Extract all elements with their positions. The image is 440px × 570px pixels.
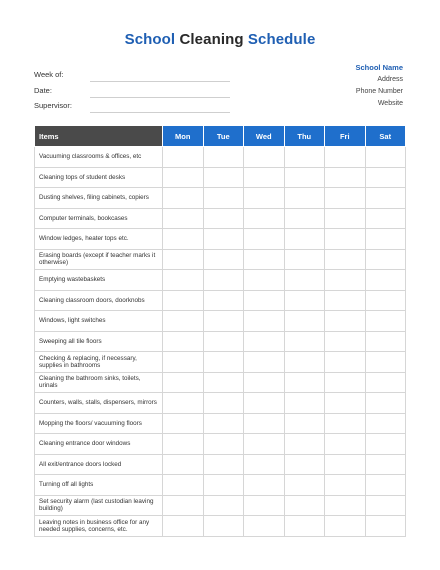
table-row — [35, 475, 406, 496]
day-check-cell[interactable] — [203, 454, 244, 475]
day-check-cell[interactable] — [284, 188, 325, 209]
day-check-cell[interactable] — [325, 516, 366, 537]
day-header-mon: Mon — [163, 126, 204, 147]
date-line — [90, 97, 230, 98]
task-label: Vacuuming classrooms & offices, etc — [35, 147, 163, 168]
day-check-cell[interactable] — [163, 249, 204, 270]
day-check-cell[interactable] — [244, 147, 285, 168]
day-check-cell[interactable] — [163, 147, 204, 168]
table-row — [35, 147, 406, 168]
day-check-cell[interactable] — [163, 454, 204, 475]
day-check-cell[interactable] — [365, 147, 406, 168]
day-check-cell[interactable] — [203, 516, 244, 537]
task-label: Emptying wastebaskets — [35, 270, 163, 291]
day-check-cell[interactable] — [365, 434, 406, 455]
day-check-cell[interactable] — [163, 270, 204, 291]
task-label: Dusting shelves, filing cabinets, copiers — [35, 188, 163, 209]
day-check-cell[interactable] — [203, 270, 244, 291]
day-check-cell[interactable] — [203, 475, 244, 496]
day-check-cell[interactable] — [244, 413, 285, 434]
day-check-cell[interactable] — [284, 434, 325, 455]
task-label: Set security alarm (last custodian leaving building) — [35, 495, 163, 516]
day-check-cell[interactable] — [284, 475, 325, 496]
day-check-cell[interactable] — [244, 454, 285, 475]
day-header-sat: Sat — [365, 126, 406, 147]
day-check-cell[interactable] — [284, 270, 325, 291]
day-check-cell[interactable] — [244, 372, 285, 393]
day-check-cell[interactable] — [244, 475, 285, 496]
day-check-cell[interactable] — [325, 147, 366, 168]
day-check-cell[interactable] — [244, 434, 285, 455]
day-check-cell[interactable] — [284, 454, 325, 475]
day-check-cell[interactable] — [163, 331, 204, 352]
supervisor-label: Supervisor: — [34, 101, 72, 110]
day-check-cell[interactable] — [325, 188, 366, 209]
day-check-cell[interactable] — [365, 413, 406, 434]
day-check-cell[interactable] — [203, 495, 244, 516]
table-row — [35, 249, 406, 270]
day-check-cell[interactable] — [325, 475, 366, 496]
day-check-cell[interactable] — [365, 372, 406, 393]
day-check-cell[interactable] — [365, 475, 406, 496]
week-of-line — [90, 81, 230, 82]
task-label: Windows, light switches — [35, 311, 163, 332]
day-header-fri: Fri — [325, 126, 366, 147]
task-label: Cleaning classroom doors, doorknobs — [35, 290, 163, 311]
page-title — [0, 31, 440, 48]
day-check-cell[interactable] — [163, 434, 204, 455]
day-check-cell[interactable] — [163, 352, 204, 373]
day-check-cell[interactable] — [203, 147, 244, 168]
day-check-cell[interactable] — [244, 167, 285, 188]
table-row — [35, 208, 406, 229]
day-check-cell[interactable] — [163, 413, 204, 434]
table-row — [35, 516, 406, 537]
day-header-tue: Tue — [203, 126, 244, 147]
day-check-cell[interactable] — [244, 290, 285, 311]
table-row — [35, 393, 406, 414]
day-check-cell[interactable] — [365, 352, 406, 373]
day-check-cell[interactable] — [203, 393, 244, 414]
table-row — [35, 229, 406, 250]
day-check-cell[interactable] — [203, 167, 244, 188]
day-check-cell[interactable] — [244, 393, 285, 414]
day-header-wed: Wed — [244, 126, 285, 147]
table-row — [35, 311, 406, 332]
school-name: School Name — [355, 63, 403, 72]
task-label: Computer terminals, bookcases — [35, 208, 163, 229]
day-check-cell[interactable] — [163, 290, 204, 311]
day-check-cell[interactable] — [284, 249, 325, 270]
day-check-cell[interactable] — [365, 516, 406, 537]
school-address: Address — [377, 76, 403, 83]
day-check-cell[interactable] — [284, 311, 325, 332]
day-check-cell[interactable] — [365, 188, 406, 209]
supervisor-line — [90, 112, 230, 113]
table-row — [35, 290, 406, 311]
task-label: Turning off all lights — [35, 475, 163, 496]
day-check-cell[interactable] — [365, 290, 406, 311]
day-check-cell[interactable] — [163, 208, 204, 229]
day-check-cell[interactable] — [163, 372, 204, 393]
school-phone: Phone Number — [355, 88, 403, 95]
task-label: Window ledges, heater tops etc. — [35, 229, 163, 250]
day-check-cell[interactable] — [284, 229, 325, 250]
table-row — [35, 188, 406, 209]
header-row — [35, 126, 406, 147]
day-check-cell[interactable] — [284, 331, 325, 352]
task-label: Cleaning entrance door windows — [35, 434, 163, 455]
day-check-cell[interactable] — [365, 311, 406, 332]
table-row — [35, 454, 406, 475]
day-check-cell[interactable] — [284, 516, 325, 537]
task-rows — [35, 147, 406, 537]
school-website: Website — [377, 100, 403, 107]
day-check-cell[interactable] — [284, 208, 325, 229]
day-check-cell[interactable] — [163, 188, 204, 209]
schedule-table — [34, 125, 406, 537]
day-check-cell[interactable] — [365, 229, 406, 250]
task-label: Erasing boards (except if teacher marks it otherwise) — [35, 249, 163, 270]
day-check-cell[interactable] — [284, 393, 325, 414]
day-check-cell[interactable] — [284, 167, 325, 188]
task-label: Cleaning tops of student desks — [35, 167, 163, 188]
title-part-schedule: Schedule — [247, 31, 316, 48]
day-check-cell[interactable] — [325, 413, 366, 434]
day-check-cell[interactable] — [365, 167, 406, 188]
table-row — [35, 372, 406, 393]
day-check-cell[interactable] — [325, 495, 366, 516]
day-check-cell[interactable] — [325, 434, 366, 455]
task-label: Checking & replacing, if necessary, supplies in bathrooms — [35, 352, 163, 373]
day-check-cell[interactable] — [284, 147, 325, 168]
table-row — [35, 270, 406, 291]
day-check-cell[interactable] — [203, 208, 244, 229]
day-check-cell[interactable] — [244, 208, 285, 229]
day-check-cell[interactable] — [325, 454, 366, 475]
items-header: Items — [35, 126, 163, 147]
day-check-cell[interactable] — [365, 249, 406, 270]
date-label: Date: — [34, 86, 52, 95]
day-check-cell[interactable] — [203, 311, 244, 332]
day-check-cell[interactable] — [244, 188, 285, 209]
day-check-cell[interactable] — [365, 208, 406, 229]
day-check-cell[interactable] — [365, 270, 406, 291]
day-check-cell[interactable] — [203, 331, 244, 352]
table-row — [35, 413, 406, 434]
day-check-cell[interactable] — [203, 372, 244, 393]
day-check-cell[interactable] — [163, 495, 204, 516]
day-check-cell[interactable] — [203, 352, 244, 373]
title-part-cleaning: Cleaning — [179, 31, 244, 48]
day-check-cell[interactable] — [325, 229, 366, 250]
day-check-cell[interactable] — [365, 454, 406, 475]
table-row — [35, 352, 406, 373]
day-check-cell[interactable] — [325, 208, 366, 229]
day-check-cell[interactable] — [365, 393, 406, 414]
day-check-cell[interactable] — [163, 311, 204, 332]
day-header-thu: Thu — [284, 126, 325, 147]
supervisor-field[interactable] — [34, 101, 230, 113]
day-check-cell[interactable] — [244, 311, 285, 332]
day-check-cell[interactable] — [325, 311, 366, 332]
task-label: Cleaning the bathroom sinks, toilets, urinals — [35, 372, 163, 393]
day-check-cell[interactable] — [325, 290, 366, 311]
day-check-cell[interactable] — [284, 495, 325, 516]
day-check-cell[interactable] — [203, 434, 244, 455]
table-row — [35, 331, 406, 352]
day-check-cell[interactable] — [203, 188, 244, 209]
title-part-school: School — [124, 31, 176, 48]
day-check-cell[interactable] — [325, 331, 366, 352]
day-check-cell[interactable] — [284, 413, 325, 434]
day-check-cell[interactable] — [163, 516, 204, 537]
day-check-cell[interactable] — [365, 331, 406, 352]
day-check-cell[interactable] — [284, 352, 325, 373]
day-check-cell[interactable] — [203, 290, 244, 311]
task-label: Leaving notes in business office for any needed supplies, concerns, etc. — [35, 516, 163, 537]
day-check-cell[interactable] — [163, 167, 204, 188]
day-check-cell[interactable] — [203, 413, 244, 434]
table-row — [35, 167, 406, 188]
task-label: All exit/entrance doors locked — [35, 454, 163, 475]
day-check-cell[interactable] — [244, 270, 285, 291]
day-check-cell[interactable] — [325, 270, 366, 291]
week-of-label: Week of: — [34, 70, 64, 79]
day-check-cell[interactable] — [244, 331, 285, 352]
day-check-cell[interactable] — [365, 495, 406, 516]
day-check-cell[interactable] — [203, 249, 244, 270]
day-check-cell[interactable] — [244, 516, 285, 537]
day-check-cell[interactable] — [244, 352, 285, 373]
day-check-cell[interactable] — [163, 475, 204, 496]
day-check-cell[interactable] — [163, 393, 204, 414]
task-label: Counters, walls, stalls, dispensers, mirrors — [35, 393, 163, 414]
day-check-cell[interactable] — [325, 393, 366, 414]
day-check-cell[interactable] — [203, 229, 244, 250]
day-check-cell[interactable] — [163, 229, 204, 250]
task-label: Sweeping all tile floors — [35, 331, 163, 352]
day-check-cell[interactable] — [325, 372, 366, 393]
date-field[interactable] — [34, 86, 230, 98]
task-label: Mopping the floors/ vacuuming floors — [35, 413, 163, 434]
day-check-cell[interactable] — [244, 229, 285, 250]
table-row — [35, 434, 406, 455]
table-row — [35, 495, 406, 516]
day-check-cell[interactable] — [325, 249, 366, 270]
day-check-cell[interactable] — [284, 372, 325, 393]
week-of-field[interactable] — [34, 70, 230, 82]
day-check-cell[interactable] — [284, 290, 325, 311]
day-check-cell[interactable] — [325, 167, 366, 188]
day-check-cell[interactable] — [325, 352, 366, 373]
day-check-cell[interactable] — [244, 495, 285, 516]
day-check-cell[interactable] — [244, 249, 285, 270]
